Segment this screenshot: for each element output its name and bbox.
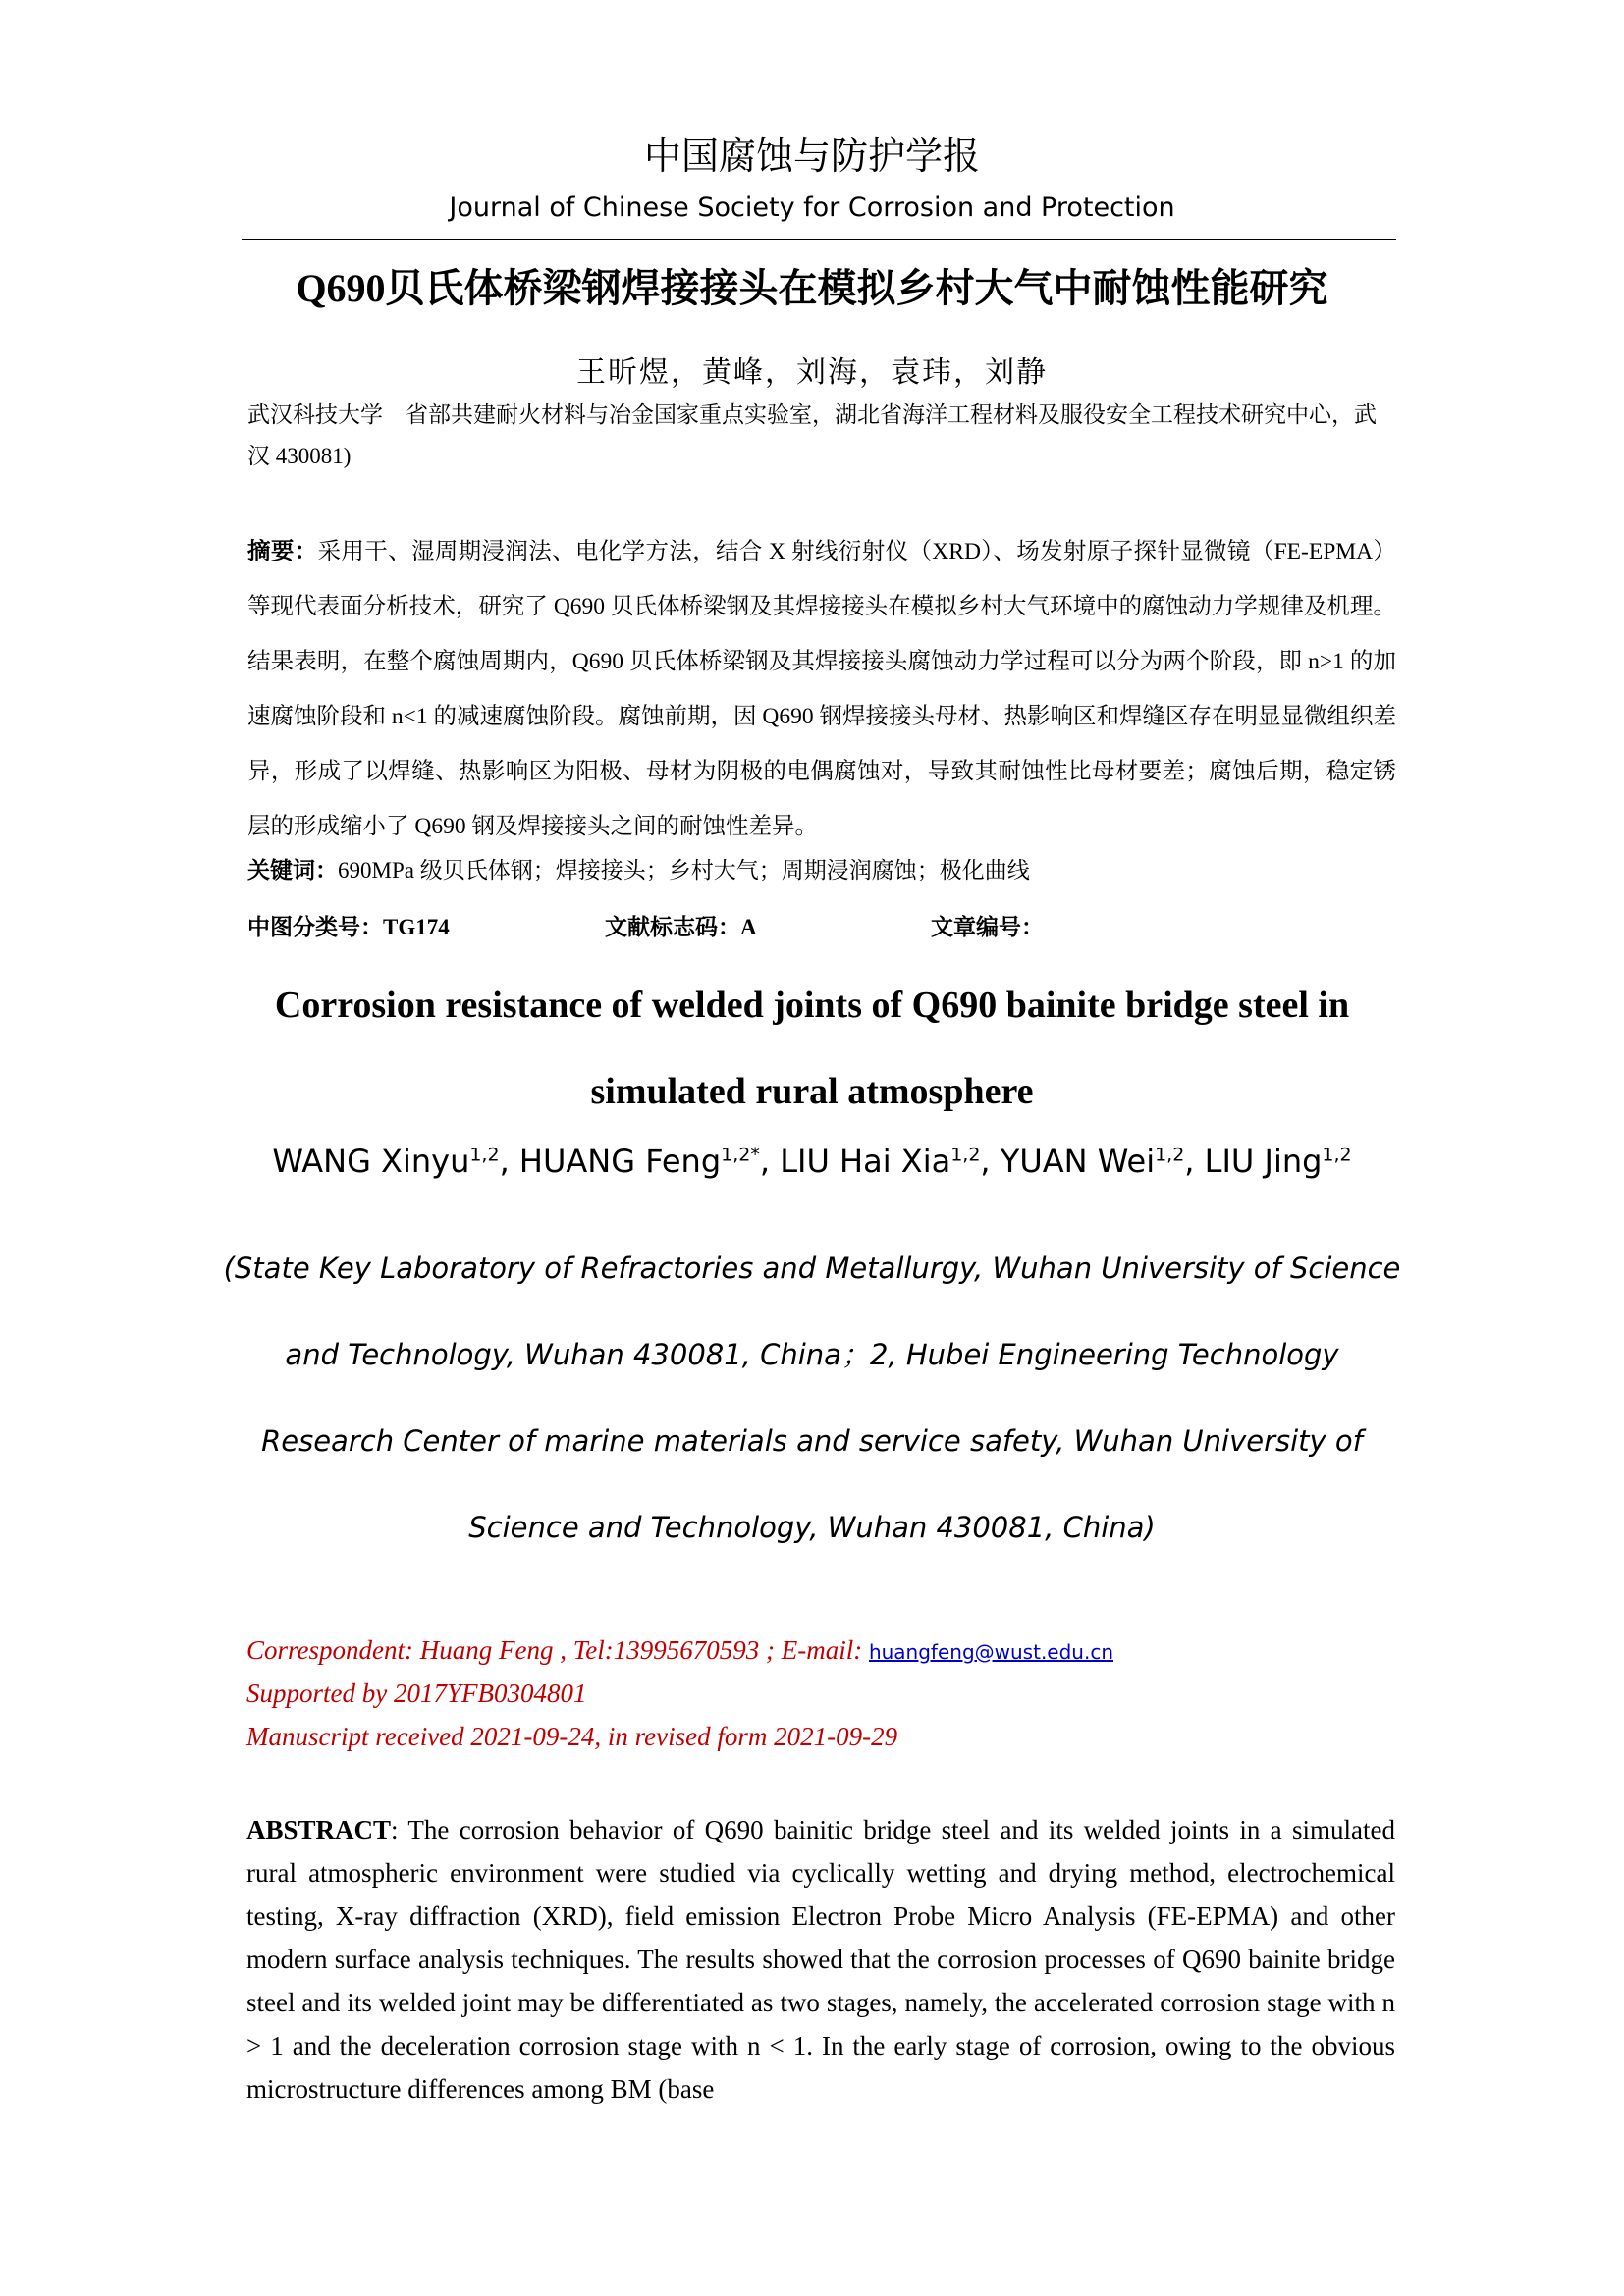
doc-code-label: 文献标志码： xyxy=(605,915,740,939)
author-en: HUANG Feng$^{1,2*}$ xyxy=(518,1143,760,1180)
keywords-cn-text: 690MPa 级贝氏体钢；焊接接头；乡村大气；周期浸润腐蚀；极化曲线 xyxy=(338,858,1030,882)
author-en: LIU Hai Xia$^{1,2}$ xyxy=(780,1143,981,1180)
received-line: Manuscript received 2021-09-24, in revised form 2021-09-29 xyxy=(246,1722,898,1751)
abstract-en xyxy=(246,1808,1395,2110)
authors-en: WANG Xinyu$^{1,2}$, HUANG Feng$^{1,2*}$, LIU Hai Xia$^{1,2}$, YUAN Wei$^{1,2}$, LIU Jing$^{1,2}$ xyxy=(272,1143,1352,1180)
journal-name-cn: 中国腐蚀与防护学报 xyxy=(643,134,980,178)
clc-number xyxy=(247,909,450,941)
clc-value: TG174 xyxy=(383,915,450,939)
abstract-en-label: ABSTRACT xyxy=(246,1815,392,1844)
paper-title-en: Corrosion resistance of welded joints of Q690 bainite bridge steel in simulated rural atmosphere xyxy=(274,985,1350,1112)
email-link[interactable]: huangfeng@wust.edu.cn xyxy=(868,1640,1114,1664)
funding-line: Supported by 2017YFB0304801 xyxy=(246,1679,587,1708)
correspondent-line xyxy=(246,1635,1395,1666)
author-en: LIU Jing$^{1,2}$ xyxy=(1204,1143,1352,1180)
abstract-en-text: : The corrosion behavior of Q690 bainitic bridge steel and its welded joints in a simulated rural atmospheric environment were studied via cyclically wetting and drying method, electrochemical testing, X-ray diffraction (XRD), field emission Electron Probe Micro Analysis (FE-EPMA) and other modern surface analysis techniques. The results showed that the corrosion processes of Q690 bainite bridge steel and its welded joint may be differentiated as two stages, namely, the accelerated corrosion stage with n > 1 and the deceleration corrosion stage with n < 1. In the early stage of corrosion, owing to the obvious microstructure differences among BM (base xyxy=(246,1815,1395,2104)
abstract-cn-text: 采用干、湿周期浸润法、电化学方法，结合 X 射线衍射仪（XRD）、场发射原子探针显微镜（FE-EPMA）等现代表面分析技术，研究了 Q690 贝氏体桥梁钢及其焊接接头在模拟乡村大气环境中的腐蚀动力学规律及机理。结果表明，在整个腐蚀周期内，Q690 贝氏体桥梁钢及其焊接接头腐蚀动力学过程可以分为两个阶段，即 n>1 的加速腐蚀阶段和 n<1 的减速腐蚀阶段。腐蚀前期，因 Q690 钢焊接接头母材、热影响区和焊缝区存在明显显微组织差异，形成了以焊缝、热影响区为阳极、母材为阴极的电偶腐蚀对，导致其耐蚀性比母材要差；腐蚀后期，稳定锈层的形成缩小了 Q690 钢及焊接接头之间的耐蚀性差异。 xyxy=(247,539,1396,839)
header-divider xyxy=(242,239,1396,240)
author-en: YUAN Wei$^{1,2}$ xyxy=(1000,1143,1185,1180)
doc-code-value: A xyxy=(740,915,757,939)
author-en: WANG Xinyu$^{1,2}$ xyxy=(272,1143,500,1180)
abstract-cn-label: 摘要： xyxy=(247,539,318,564)
affiliation-cn: 武汉科技大学 省部共建耐火材料与冶金国家重点实验室，湖北省海洋工程材料及服役安全工程技术研究中心，武汉 430081) xyxy=(247,402,1377,468)
journal-name-en: Journal of Chinese Society for Corrosion and Protection xyxy=(449,192,1175,223)
keywords-cn xyxy=(247,852,1396,884)
correspondent-text: Correspondent: Huang Feng , Tel:13995670593 ; E-mail: xyxy=(246,1635,869,1665)
affiliation-en: (State Key Laboratory of Refractories and Metallurgy, Wuhan University of Science and Technology, Wuhan 430081, China；2, Hubei Engineering Technology Research Center of marine materials and service safety, Wuhan University of Science and Technology, Wuhan 430081, China) xyxy=(223,1252,1401,1544)
document-code xyxy=(605,909,757,941)
paper-title-cn: Q690贝氏体桥梁钢焊接接头在模拟乡村大气中耐蚀性能研究 xyxy=(296,266,1328,310)
article-number-label: 文章编号： xyxy=(931,915,1044,939)
keywords-cn-label: 关键词： xyxy=(247,858,338,882)
abstract-cn xyxy=(247,524,1396,854)
authors-cn: 王昕煜，黄峰，刘海，袁玮，刘静 xyxy=(576,356,1048,389)
article-number xyxy=(931,909,1044,941)
clc-label: 中图分类号： xyxy=(247,915,383,939)
